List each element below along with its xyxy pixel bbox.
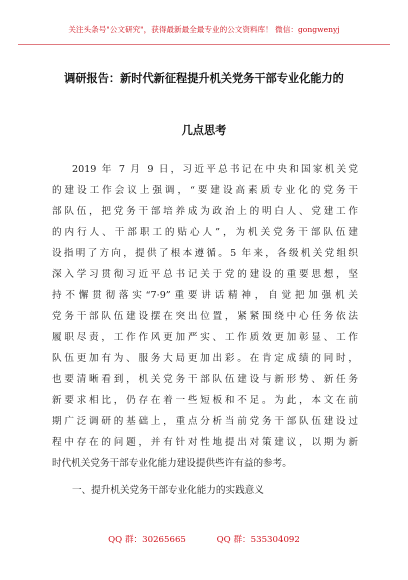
paragraph-line: 也要清晰看到，机关党务干部队伍建设与新形势、新任务 bbox=[52, 374, 358, 385]
paragraph-line: 的内行人、干部职工的贴心人”，为机关党务干部队伍建 bbox=[52, 227, 358, 238]
document-title-line-1: 调研报告：新时代新征程提升机关党务干部专业化能力的 bbox=[64, 71, 344, 85]
paragraph-line: 深入学习贯彻习近平总书记关于党的建设的重要思想，坚 bbox=[52, 269, 358, 280]
paragraph-line: 2019 年 7 月 9 日，习近平总书记在中央和国家机关党 bbox=[72, 164, 358, 175]
paragraph-line: 部队伍，把党务干部培养成为政治上的明白人、党建工作 bbox=[52, 206, 358, 217]
footer-contact bbox=[0, 533, 408, 545]
paragraph-line: 程中存在的问题，并有针对性地提出对策建议，以期为新 bbox=[52, 437, 358, 448]
document-title-line-2: 几点思考 bbox=[181, 123, 227, 137]
section-heading: 一、提升机关党务干部专业化能力的实践意义 bbox=[72, 485, 264, 496]
paragraph-line: 履职尽责，工作作风更加严实、工作质效更加彰显、工作 bbox=[52, 332, 358, 343]
paragraph-line: 期广泛调研的基础上，重点分析当前党务干部队伍建设过 bbox=[52, 416, 358, 427]
header-banner: 关注头条号"公文研究"，获得最新最全最专业的公文资料库！ 微信：gongwenyj bbox=[68, 25, 340, 34]
paragraph-line: 时代机关党务干部专业化能力建设提供些许有益的参考。 bbox=[52, 458, 292, 469]
paragraph-line: 持不懈贯彻落实“7·9”重要讲话精神，自觉把加强机关 bbox=[52, 290, 358, 301]
paragraph-line: 的建设工作会议上强调，“要建设高素质专业化的党务干 bbox=[52, 185, 358, 196]
paragraph-line: 队伍更加有为、服务大局更加出彩。在肯定成绩的同时， bbox=[52, 353, 358, 364]
paragraph-line: 新要求相比，仍存在着一些短板和不足。为此，本文在前 bbox=[52, 395, 358, 406]
header-divider bbox=[18, 44, 390, 45]
footer-qq-group-1: QQ 群：30265665 bbox=[108, 535, 186, 545]
paragraph-line: 设指明了方向，提供了根本遵循。5 年来，各级机关党组织 bbox=[52, 248, 358, 259]
paragraph-line: 党务干部队伍建设摆在突出位置，紧紧围绕中心任务依法 bbox=[52, 311, 358, 322]
footer-qq-group-2: QQ 群：535304092 bbox=[216, 535, 300, 545]
